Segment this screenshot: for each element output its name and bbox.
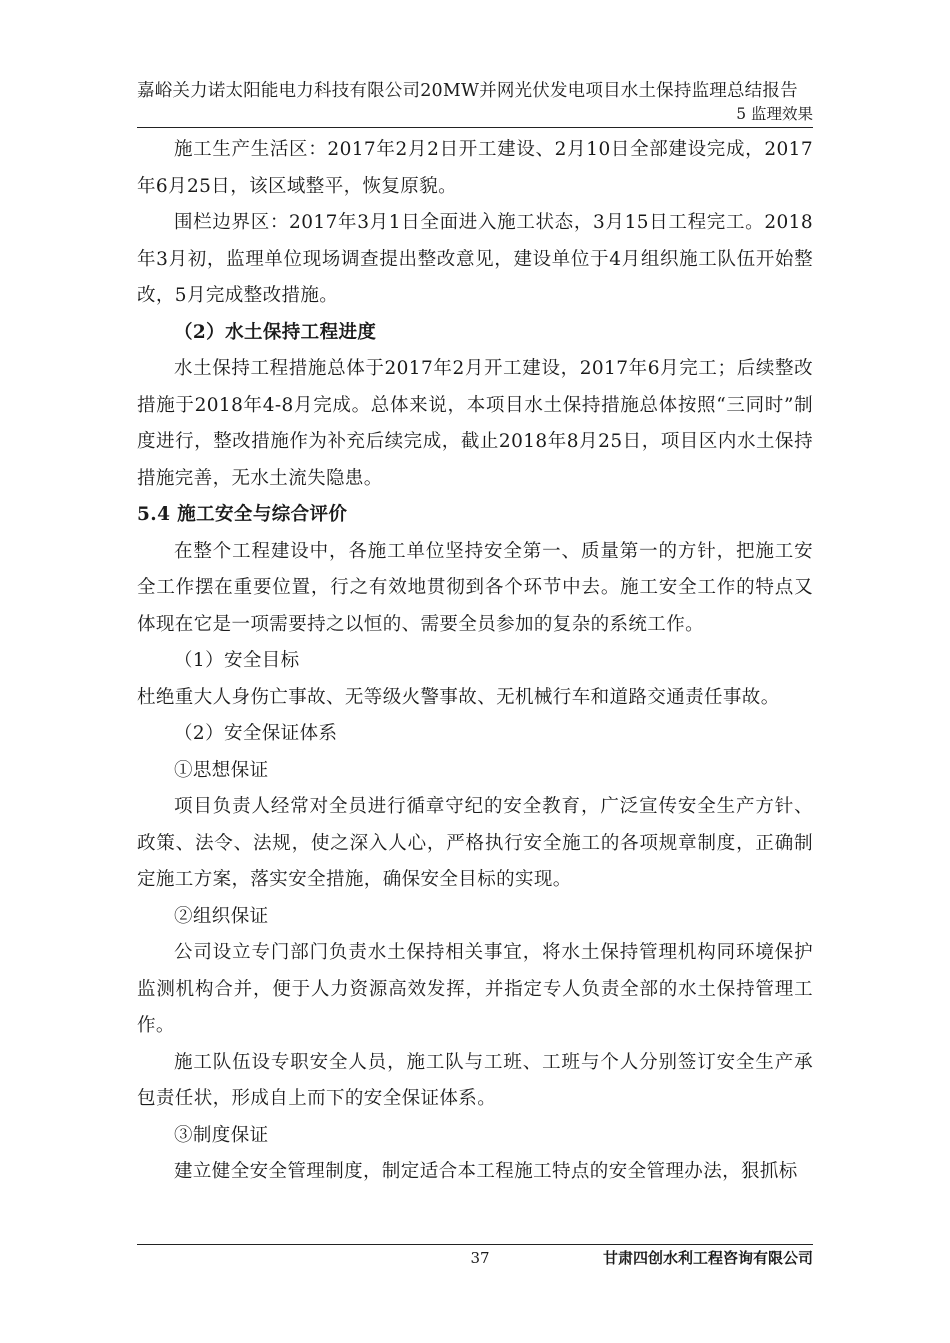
page-content bbox=[137, 132, 813, 1191]
subheading-ideological-assurance: ①思想保证 bbox=[174, 759, 269, 781]
subheading-organizational-assurance: ②组织保证 bbox=[174, 905, 269, 927]
paragraph-system-assurance: 建立健全安全管理制度，制定适合本工程施工特点的安全管理办法，狠抓标 bbox=[174, 1161, 798, 1182]
report-header-title: 嘉峪关力诺太阳能电力科技有限公司20MW并网光伏发电项目水土保持监理总结报告 bbox=[137, 81, 798, 101]
paragraph-soil-conservation-progress: 水土保持工程措施总体于2017年2月开工建设，2017年6月完工；后续整改措施于2018年4-8月完成。总体来说，本项目水土保持措施总体按照“三同时”制度进行，整改措施作为补充后续完成，截止2018年8月25日，项目区内水土保持措施完善，无水土流失隐患。 bbox=[137, 358, 813, 489]
paragraph-construction-living-area: 施工生产生活区：2017年2月2日开工建设、2月10日全部建设完成，2017年6月25日，该区域整平，恢复原貌。 bbox=[137, 139, 813, 197]
page-number: 37 bbox=[470, 1249, 490, 1267]
paragraph-organizational-assurance: 公司设立专门部门负责水土保持相关事宜，将水土保持管理机构同环境保护监测机构合并，便于人力资源高效发挥，并指定专人负责全部的水土保持管理工作。 bbox=[137, 942, 813, 1036]
header-section-label: 5 监理效果 bbox=[736, 105, 813, 123]
paragraph-safety-personnel: 施工队伍设专职安全人员，施工队与工班、工班与个人分别签订安全生产承包责任状，形成自上而下的安全保证体系。 bbox=[137, 1051, 813, 1109]
subheading-soil-conservation-progress: （2）水土保持工程进度 bbox=[174, 321, 377, 343]
paragraph-ideological-assurance: 项目负责人经常对全员进行循章守纪的安全教育，广泛宣传安全生产方针、政策、法令、法规，使之深入人心，严格执行安全施工的各项规章制度，正确制定施工方案，落实安全措施，确保安全目标的实现。 bbox=[137, 796, 813, 890]
header-divider bbox=[137, 127, 813, 128]
footer-divider bbox=[137, 1244, 813, 1245]
paragraph-safety-overview: 在整个工程建设中，各施工单位坚持安全第一、质量第一的方针，把施工安全工作摆在重要位置，行之有效地贯彻到各个环节中去。施工安全工作的特点又体现在它是一项需要持之以恒的、需要全员参加的复杂的系统工作。 bbox=[137, 540, 813, 635]
subheading-system-assurance: ③制度保证 bbox=[174, 1124, 269, 1146]
subheading-safety-assurance-system: （2）安全保证体系 bbox=[174, 723, 338, 744]
paragraph-safety-goal: 杜绝重大人身伤亡事故、无等级火警事故、无机械行车和道路交通责任事故。 bbox=[137, 686, 780, 708]
paragraph-fence-boundary-area: 围栏边界区：2017年3月1日全面进入施工状态，3月15日工程完工。2018年3月初，监理单位现场调查提出整改意见，建设单位于4月组织施工队伍开始整改，5月完成整改措施。 bbox=[137, 212, 813, 306]
section-title-construction-safety: 5.4 施工安全与综合评价 bbox=[137, 504, 348, 525]
subheading-safety-goal: （1）安全目标 bbox=[174, 650, 300, 671]
footer-company-name: 甘肃四创水利工程咨询有限公司 bbox=[602, 1249, 813, 1267]
